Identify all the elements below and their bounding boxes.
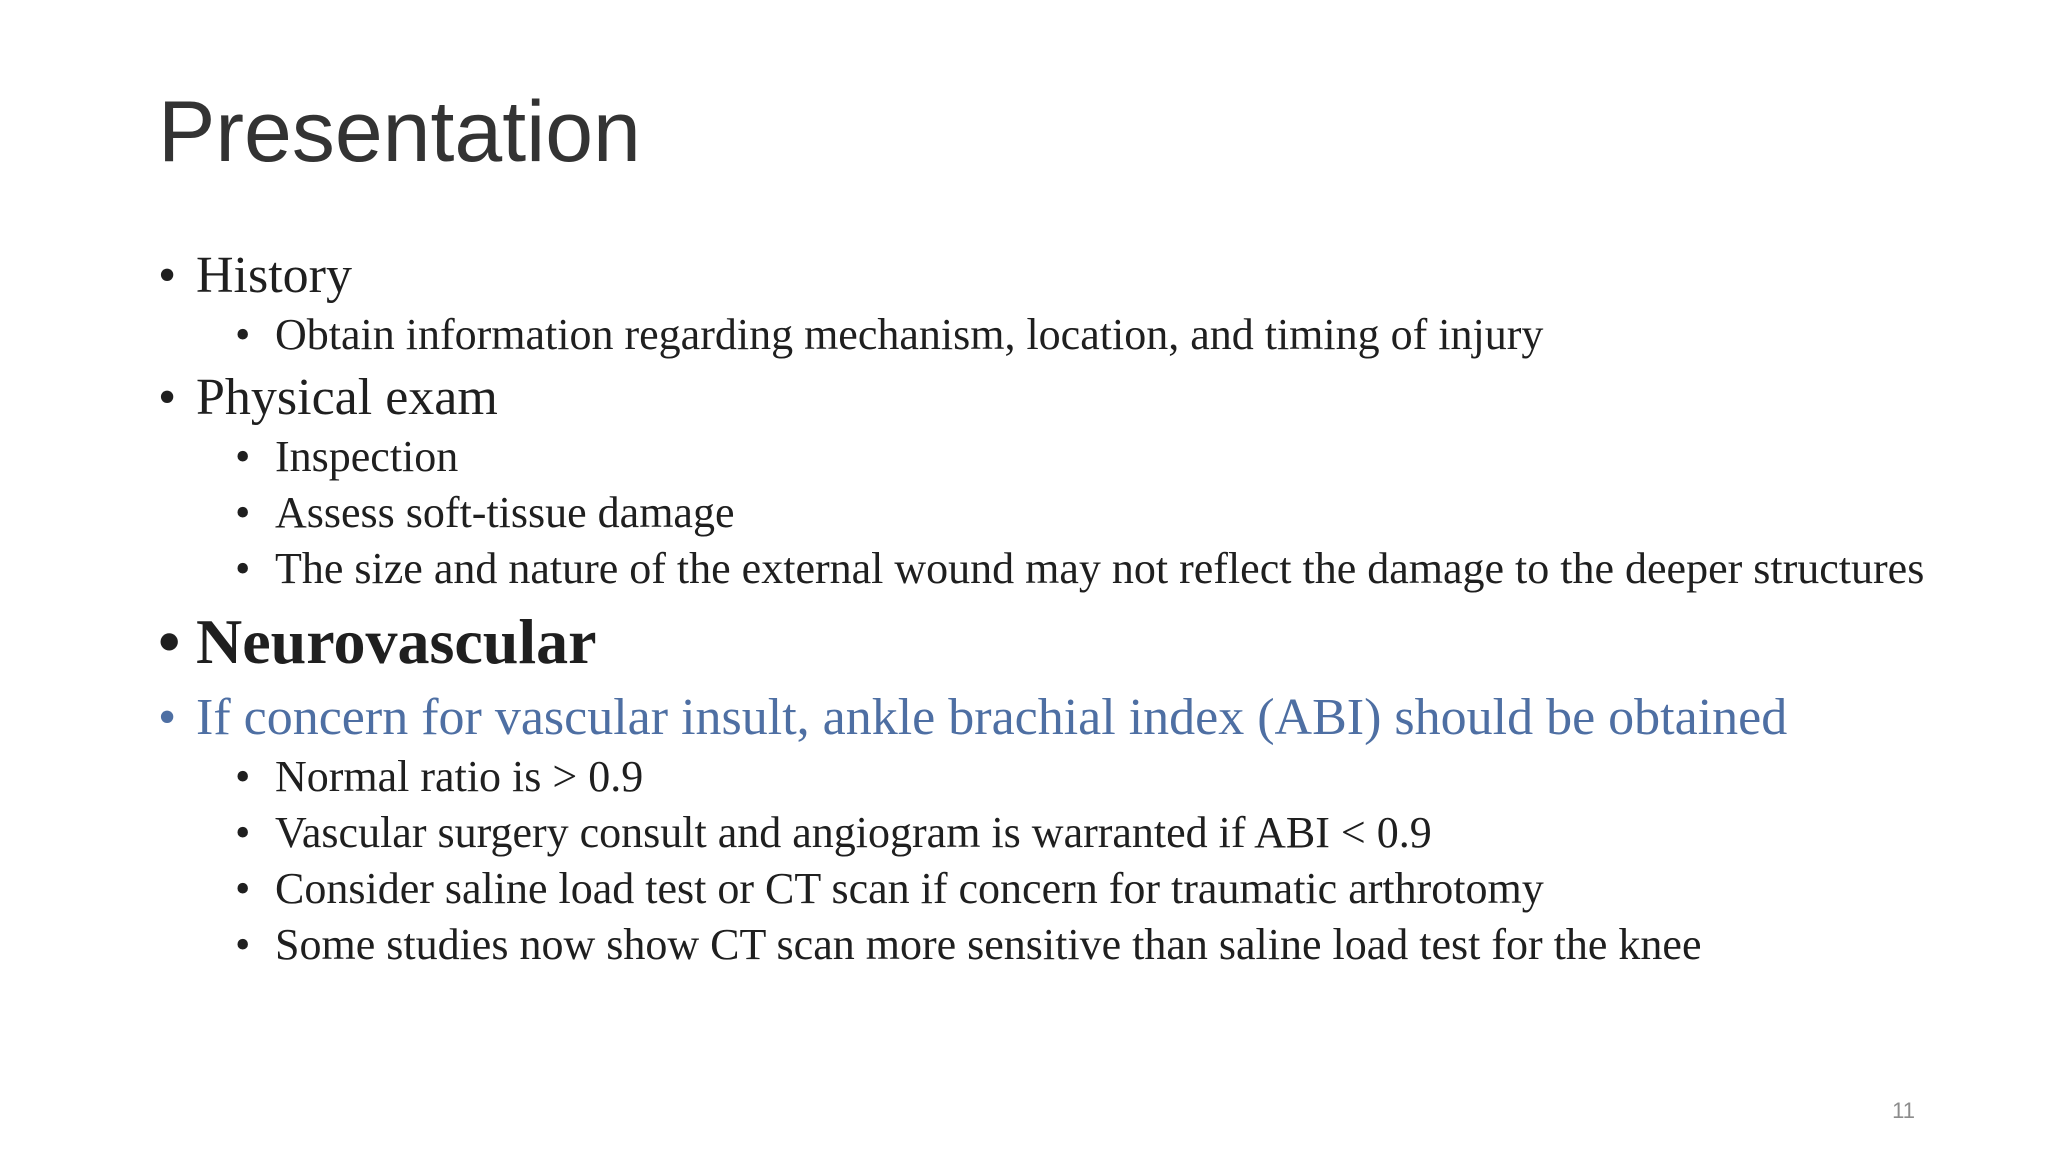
slide-body	[158, 240, 1925, 978]
bullet-history	[158, 246, 1918, 306]
sub-bullet-text: The size and nature of the external wound may not reflect the damage to the deeper structures	[275, 544, 1925, 593]
bullet-dot: •	[235, 488, 251, 537]
physical-exam-sublist	[158, 432, 1925, 593]
sub-bullet-text: Some studies now show CT scan more sensitive than saline load test for the knee	[275, 920, 1702, 969]
sub-bullet	[158, 312, 1918, 358]
sub-bullet	[158, 866, 1918, 912]
bullet-neurovascular	[158, 606, 1918, 678]
bullet-dot: •	[235, 310, 251, 359]
sub-bullet-text: Obtain information regarding mechanism, location, and timing of injury	[275, 310, 1544, 359]
slide-title: Presentation	[158, 84, 641, 180]
sub-bullet	[158, 810, 1918, 856]
sub-bullet-text: Consider saline load test or CT scan if concern for traumatic arthrotomy	[275, 864, 1544, 913]
bullet-dot: •	[235, 544, 251, 593]
bullet-abi-label: If concern for vascular insult, ankle brachial index (ABI) should be obtained	[196, 689, 1788, 746]
bullet-dot: •	[158, 247, 177, 304]
sub-bullet	[158, 922, 1918, 968]
bullet-dot: •	[158, 689, 177, 746]
bullet-neurovascular-label: Neurovascular	[196, 606, 597, 677]
sub-bullet	[158, 434, 1918, 480]
sub-bullet-text: Inspection	[275, 432, 459, 481]
sub-bullet	[158, 544, 1925, 593]
slide-number: 11	[1892, 1098, 1915, 1123]
bullet-dot: •	[235, 920, 251, 969]
bullet-physical-exam	[158, 368, 1918, 428]
sub-bullet	[158, 754, 1918, 800]
bullet-dot: •	[158, 606, 181, 677]
bullet-dot: •	[235, 432, 251, 481]
bullet-dot: •	[235, 808, 251, 857]
sub-bullet	[158, 490, 1918, 536]
sub-bullet-text: Assess soft-tissue damage	[275, 488, 735, 537]
abi-sublist	[158, 754, 1918, 968]
sub-bullet-text: Vascular surgery consult and angiogram is warranted if ABI < 0.9	[275, 808, 1432, 857]
bullet-physical-exam-label: Physical exam	[196, 369, 498, 426]
bullet-history-label: History	[196, 247, 352, 304]
bullet-dot: •	[235, 752, 251, 801]
sub-bullet-text: Normal ratio is > 0.9	[275, 752, 644, 801]
bullet-abi	[158, 688, 1918, 748]
history-sublist	[158, 312, 1918, 358]
bullet-dot: •	[158, 369, 177, 426]
bullet-dot: •	[235, 864, 251, 913]
